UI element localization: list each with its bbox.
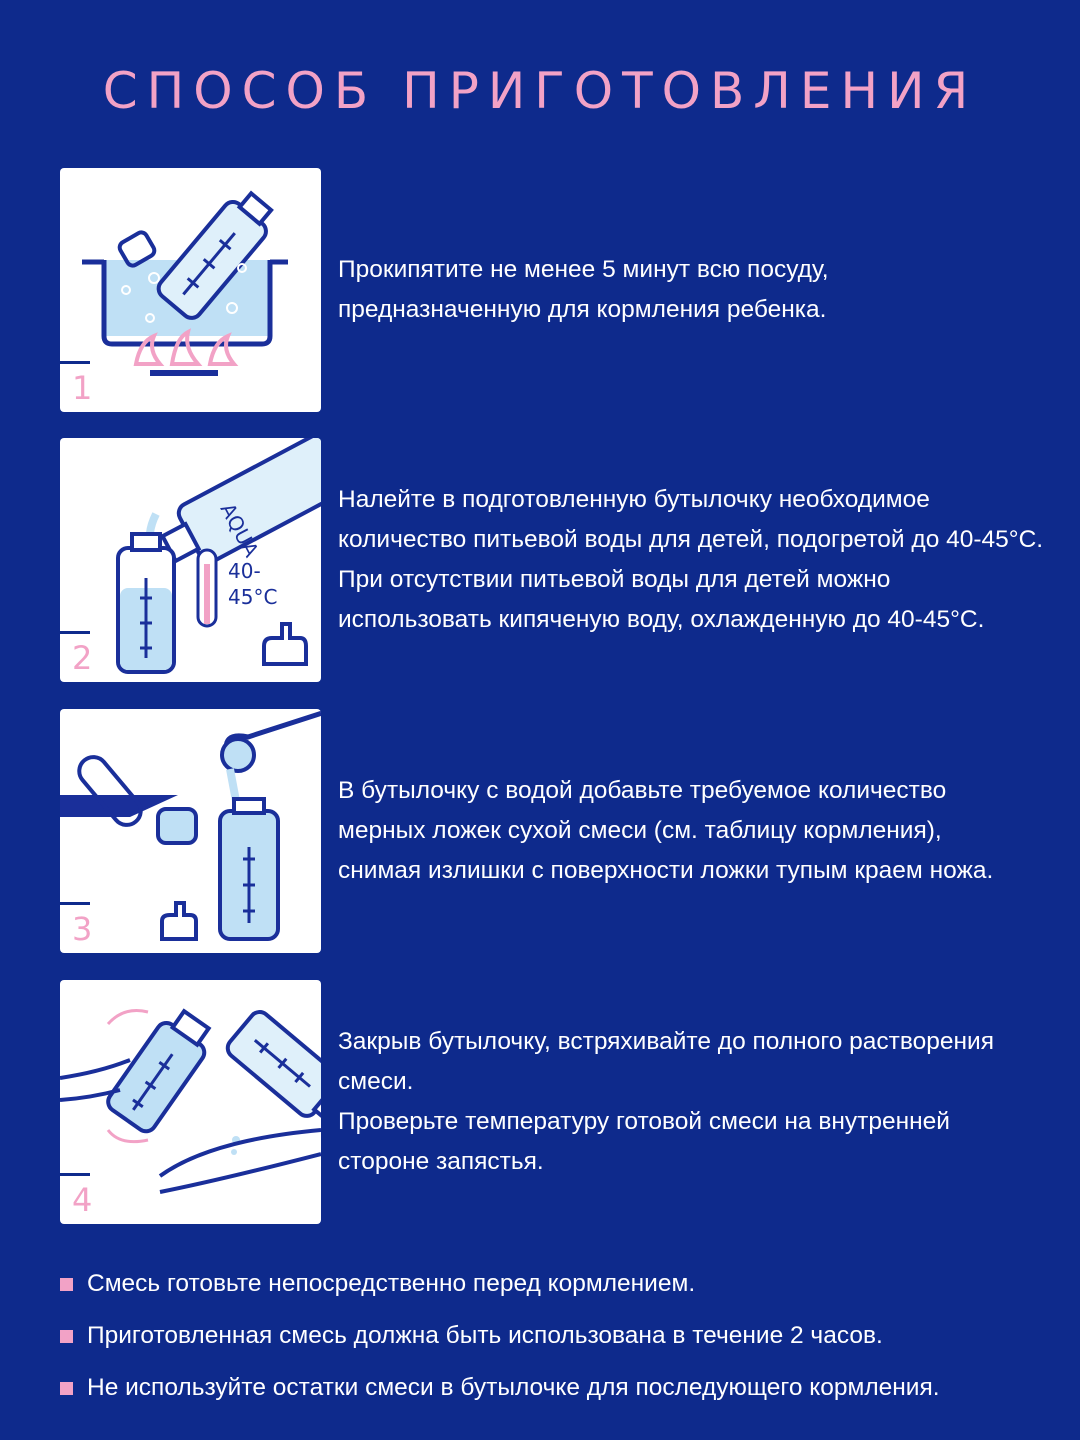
step-4-line: Закрыв бутылочку, встряхивайте до полного растворения [338, 1028, 994, 1055]
step-1 [60, 168, 1021, 412]
step-1-number: 1 [72, 369, 93, 407]
bullet-icon [60, 1278, 73, 1291]
note-item [60, 1310, 1040, 1362]
note-item [60, 1258, 1040, 1310]
notes-list [60, 1258, 1040, 1414]
step-1-illustration [60, 168, 321, 412]
step-3-number: 3 [72, 910, 93, 948]
step-2-text [338, 438, 1044, 682]
note-text: Смесь готовьте непосредственно перед кормлением. [87, 1270, 696, 1297]
step-2-line: Налейте в подготовленную бутылочку необходимое [338, 486, 930, 513]
step-2-line: использовать кипяченую воду, охлажденную до 40-45°С. [338, 606, 985, 633]
thermo-label-2: 45°C [228, 585, 278, 609]
step-3-line: снимая излишки с поверхности ложки тупым краем ножа. [338, 857, 994, 884]
page-title: СПОСОБ ПРИГОТОВЛЕНИЯ [102, 62, 978, 120]
measure-powder-icon [60, 709, 321, 953]
shake-and-test-icon [60, 980, 321, 1224]
boiling-pot-icon [60, 168, 321, 412]
bullet-icon [60, 1330, 73, 1343]
step-4 [60, 980, 1021, 1224]
step-4-number: 4 [72, 1181, 93, 1219]
step-4-line: Проверьте температуру готовой смеси на внутренней [338, 1108, 950, 1135]
step-1-marker-line [60, 361, 90, 364]
step-4-illustration [60, 980, 321, 1224]
step-3-marker-line [60, 902, 90, 905]
step-3-illustration [60, 709, 321, 953]
bullet-icon [60, 1382, 73, 1395]
step-1-line: Прокипятите не менее 5 минут всю посуду, [338, 256, 829, 283]
step-3-line: В бутылочку с водой добавьте требуемое количество [338, 777, 947, 804]
note-text: Приготовленная смесь должна быть использована в течение 2 часов. [87, 1322, 883, 1349]
step-2 [60, 438, 1044, 682]
pour-water-icon [60, 438, 321, 682]
step-3-line: мерных ложек сухой смеси (см. таблицу кормления), [338, 817, 942, 844]
step-2-illustration [60, 438, 321, 682]
note-text: Не используйте остатки смеси в бутылочке для последующего кормления. [87, 1374, 940, 1401]
thermo-label-1: 40- [228, 559, 261, 583]
step-2-number: 2 [72, 639, 93, 677]
step-4-text [338, 980, 1028, 1224]
step-2-line: При отсутствии питьевой воды для детей можно [338, 566, 891, 593]
step-4-marker-line [60, 1173, 90, 1176]
step-2-line: количество питьевой воды для детей, подогретой до 40-45°С. [338, 526, 1044, 553]
step-2-marker-line [60, 631, 90, 634]
step-4-line: смеси. [338, 1068, 414, 1095]
step-1-line: предназначенную для кормления ребенка. [338, 296, 827, 323]
aqua-label: AQUA [215, 499, 264, 561]
step-3-text [338, 709, 1028, 953]
step-4-line: стороне запястья. [338, 1148, 544, 1175]
step-3 [60, 709, 1021, 953]
note-item [60, 1362, 1040, 1414]
step-1-text [338, 168, 1028, 412]
